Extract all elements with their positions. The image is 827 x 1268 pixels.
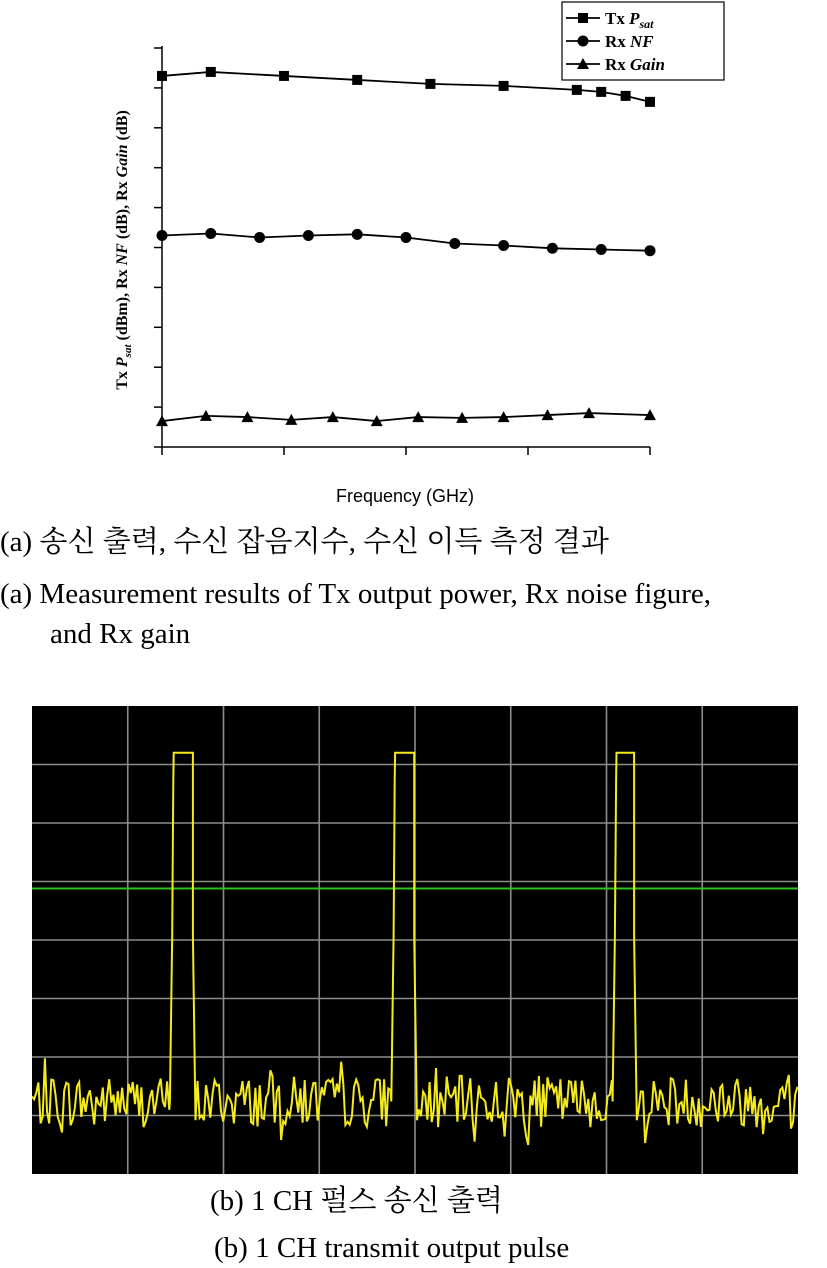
data-point-tx-psat bbox=[499, 81, 509, 91]
data-point-tx-psat bbox=[279, 71, 289, 81]
data-point-rx-nf bbox=[352, 229, 363, 240]
y-axis-label: Tx $P_{sat}$ (dBm), Rx NF (dB), Rx Gain (dB) bbox=[114, 110, 134, 390]
pulse-scope-display bbox=[32, 706, 798, 1174]
series-rx-nf bbox=[157, 228, 656, 256]
chart-axes bbox=[154, 46, 650, 455]
data-point-rx-nf bbox=[498, 240, 509, 251]
data-point-rx-nf bbox=[303, 230, 314, 241]
chart-legend bbox=[562, 2, 724, 80]
measurement-chart bbox=[0, 0, 827, 515]
data-point-rx-nf bbox=[205, 228, 216, 239]
legend-marker-tx-psat bbox=[578, 13, 588, 23]
legend-label-rx-nf: Rx NF bbox=[605, 32, 654, 51]
data-point-rx-nf bbox=[596, 244, 607, 255]
data-point-tx-psat bbox=[206, 67, 216, 77]
series-rx-gain bbox=[156, 407, 656, 426]
legend-marker-rx-nf bbox=[578, 36, 589, 47]
x-axis-label: Frequency (GHz) bbox=[335, 486, 475, 506]
data-point-rx-nf bbox=[449, 238, 460, 249]
chart-series bbox=[156, 67, 656, 426]
data-point-rx-nf bbox=[401, 232, 412, 243]
data-point-tx-psat bbox=[157, 71, 167, 81]
caption-a-english-line2: and Rx gain bbox=[50, 618, 191, 650]
data-point-rx-nf bbox=[645, 245, 656, 256]
data-point-rx-nf bbox=[254, 232, 265, 243]
legend-label-tx-psat: Tx $P_{sat}$ bbox=[605, 9, 654, 31]
caption-a-korean: (a) 송신 출력, 수신 잡음지수, 수신 이득 측정 결과 bbox=[0, 526, 609, 558]
data-point-rx-nf bbox=[157, 230, 168, 241]
data-point-tx-psat bbox=[352, 75, 362, 85]
caption-a-english-line1: (a) Measurement results of Tx output power, Rx noise figure, bbox=[0, 578, 712, 610]
data-point-tx-psat bbox=[645, 97, 655, 107]
caption-b-english: (b) 1 CH transmit output pulse bbox=[214, 1232, 570, 1264]
legend-label-rx-gain: Rx Gain bbox=[605, 55, 665, 74]
data-point-tx-psat bbox=[621, 91, 631, 101]
caption-b-korean: (b) 1 CH 펄스 송신 출력 bbox=[210, 1185, 503, 1217]
data-point-tx-psat bbox=[596, 87, 606, 97]
data-point-tx-psat bbox=[425, 79, 435, 89]
data-point-tx-psat bbox=[572, 85, 582, 95]
series-line-rx-gain bbox=[162, 413, 650, 421]
data-point-rx-nf bbox=[547, 243, 558, 254]
